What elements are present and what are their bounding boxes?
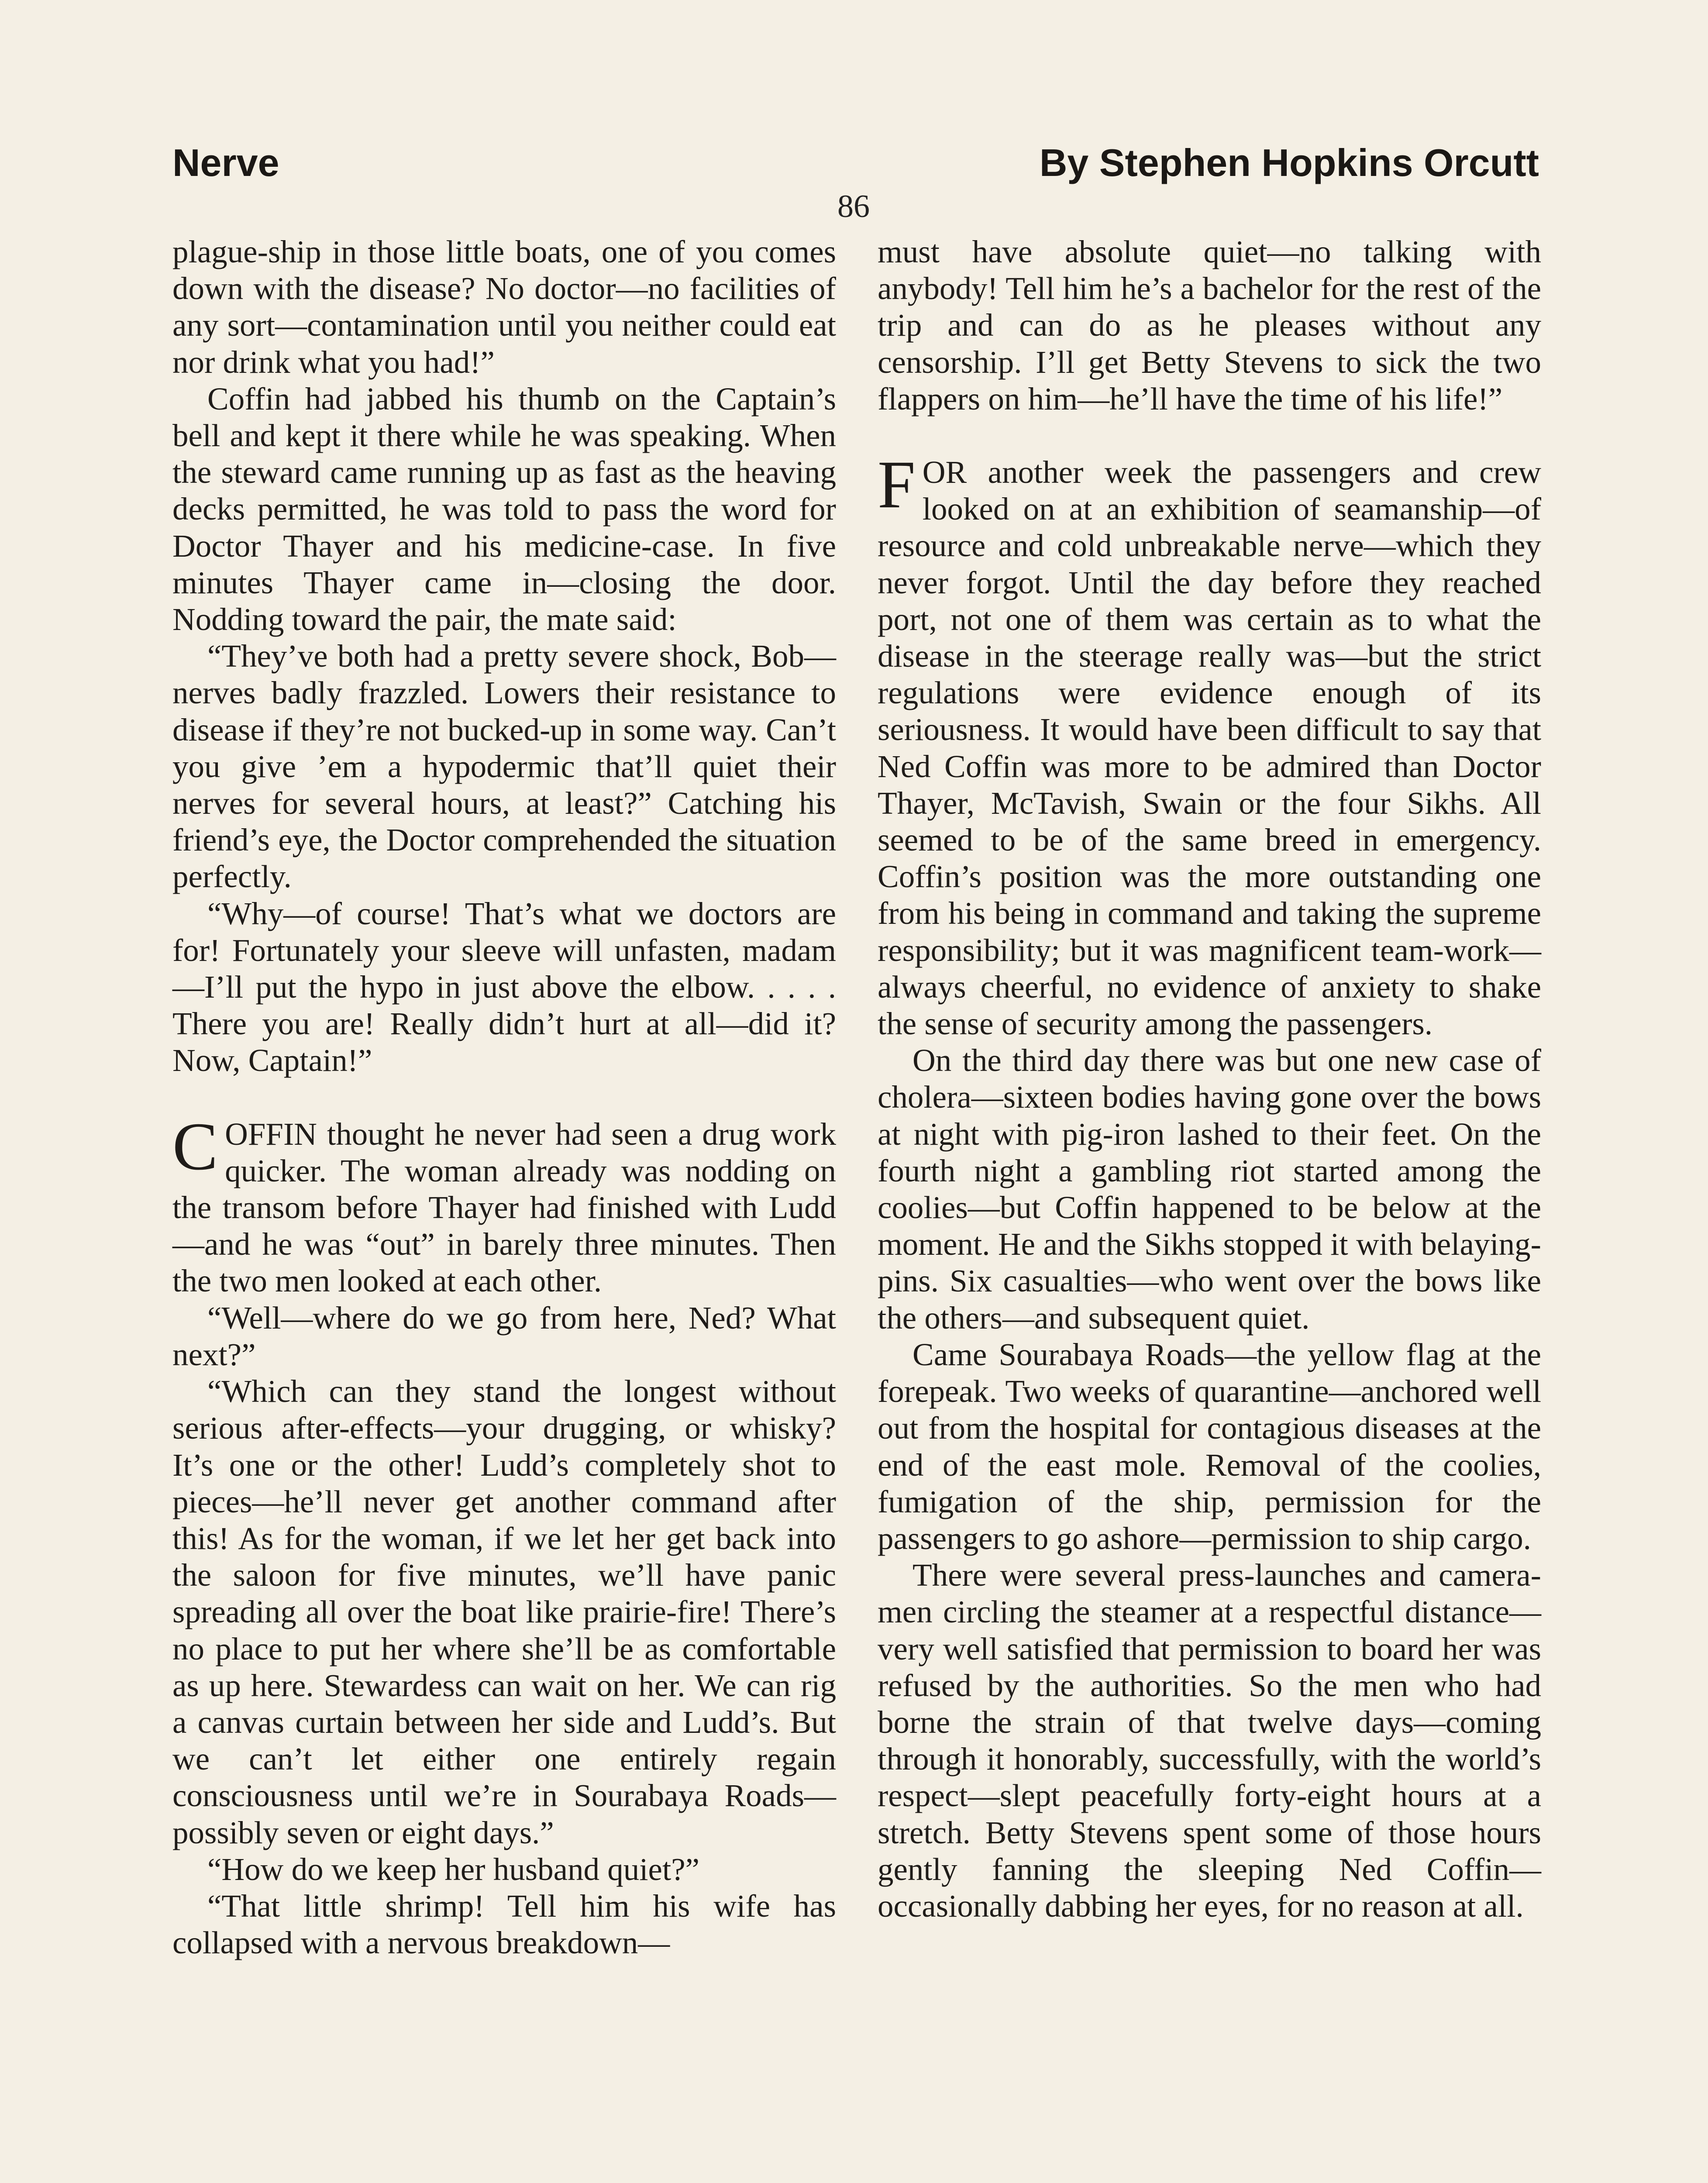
paragraph: “Why—of course! That’s what we doctors are for! Fortunately your sleeve will unfasten, madam—I’ll put the hypo in just above the elbow. . . . . There you are! Really didn’t hurt at all—did it? Now, Captain!” [172,895,836,1078]
paragraph-text: thought he never had seen a drug work quicker. The woman already was nodding on the transom before Thayer had finished with Ludd—and he was “out” in barely three minutes. Then the two men looked at each other. [172,1116,836,1299]
paragraph: Came Sourabaya Roads—the yellow flag at the forepeak. Two weeks of quarantine—anchored well out from the hospital for contagious diseases at the end of the east mole. Removal of the coolies, fumigation of the ship, permission for the passengers to go ashore—permission to ship cargo. [878,1336,1541,1556]
right-column [878,234,1541,1925]
paragraph-text: another week the passengers and crew looked on at an exhibition of seamanship—of resource and cold unbreakable nerve—which they never forgot. Until the day before they reached port, not one of them was certain as to what the disease in the steerage really was—but the strict regulations were evidence enough of its seriousness. It would have been difficult to say that Ned Coffin was more to be admired than Doctor Thayer, McTavish, Swain or the four Sikhs. All seemed to be of the same breed in emergency. Coffin’s position was the more outstanding one from his being in command and taking the supreme responsibility; but it was magnificent team-work—always cheerful, no evidence of anxiety to shake the sense of security among the passengers. [878,455,1541,1042]
left-column [172,234,836,1961]
paragraph: On the third day there was but one new case of cholera—sixteen bodies having gone over the bows at night with pig-iron lashed to their feet. On the fourth night a gambling riot started among the coolies—but Coffin happened to be below at the moment. He and the Sikhs stopped it with belaying-pins. Six casualties—who went over the bows like the others—and subsequent quiet. [878,1043,1541,1336]
story-author: By Stephen Hopkins Orcutt [1039,141,1539,184]
paragraph: “Which can they stand the longest without serious after-effects—your drugging, or whisky? It’s one or the other! Ludd’s completely shot to pieces—he’ll never get another command after this! As for the woman, if we let her get back into the saloon for five minutes, we’ll have panic spreading all over the boat like prairie-fire! There’s no place to put her where she’ll be as comfortable as up here. Stewardess can wait on her. We can rig a canvas curtain between her side and Ludd’s. But we can’t let either one entirely regain consciousness until we’re in Sourabaya Roads—possibly seven or eight days.” [172,1374,836,1850]
running-head [172,139,1539,187]
page-number: 86 [837,189,870,224]
paragraph: must have absolute quiet—no talking with anybody! Tell him he’s a bachelor for the rest of the trip and can do as he pleases without any censorship. I’ll get Betty Stevens to sick the two flappers on him—he’ll have the time of his life!” [878,234,1541,417]
small-caps-lead: OFFIN [225,1116,317,1152]
small-caps-lead: OR [922,455,967,490]
paragraph: “They’ve both had a pretty severe shock, Bob—nerves badly frazzled. Lowers their resistance to disease if they’re not bucked-up in some way. Can’t you give ’em a hypodermic that’ll quiet their nerves for several hours, at least?” Catching his friend’s eye, the Doctor comprehended the situation perfectly. [172,638,836,895]
paragraph: “That little shrimp! Tell him his wife has collapsed with a nervous breakdown— [172,1888,836,1961]
drop-cap: C [172,1108,218,1184]
story-title: Nerve [172,141,279,184]
section-paragraph [878,447,1541,1042]
paragraph: “How do we keep her husband quiet?” [207,1851,700,1887]
paragraph: “Well—where do we go from here, Ned? What next?” [172,1300,836,1372]
drop-cap: F [878,447,916,523]
section-paragraph [172,1108,836,1300]
paragraph: Coffin had jabbed his thumb on the Captain’s bell and kept it there while he was speaking. When the steward came running up as fast as the heaving decks permitted, he was told to pass the word for Doctor Thayer and his medicine-case. In five minutes Thayer came in—closing the door. Nodding toward the pair, the mate said: [172,381,836,637]
paragraph: plague-ship in those little boats, one of you comes down with the disease? No doctor—no facilities of any sort—contamination until you neither could eat nor drink what you had!” [172,234,836,380]
paragraph: There were several press-launches and camera-men circling the steamer at a respectful distance—very well satisfied that permission to board her was refused by the authorities. So the men who had borne the strain of that twelve days—coming through it honorably, successfully, with the world’s respect—slept peacefully forty-eight hours at a stretch. Betty Stevens spent some of those hours gently fanning the sleeping Ned Coffin—occasionally dabbing her eyes, for no reason at all. [878,1557,1541,1924]
